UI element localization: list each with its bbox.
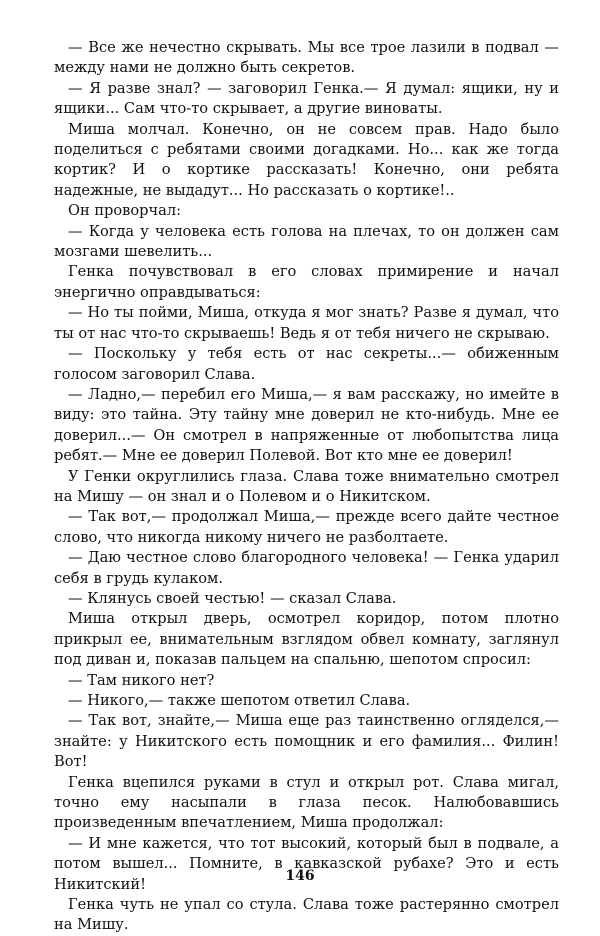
paragraph: — Клянусь своей честью! — сказал Слава. [68, 589, 397, 607]
paragraph: — Но ты пойми, Миша, откуда я мог знать? Разве я думал, что ты от нас что-то скрываешь! Ведь я от тебя ничего не скрываю. [54, 304, 559, 342]
paragraph: Миша молчал. Конечно, он не совсем прав. Надо было поделиться с ребятами своими догадками. Но... как же тогда кортик? И о кортике рассказать! Конечно, они ребята надежные, не выдадут... Но рассказать о кортике!.. [54, 120, 559, 199]
paragraph: — Ладно,— перебил его Миша,— я вам расскажу, но имейте в виду: это тайна. Эту тайну мне доверил не кто-нибудь. Мне ее доверил...— Он смотрел в напряженные от любопытства лица ребят.— Мне ее доверил Полевой. Вот кто мне ее доверил! [54, 385, 559, 465]
paragraph: Генка вцепился руками в стул и открыл рот. Слава мигал, точно ему насыпали в глаза песок. Налюбовавшись произведенным впечатлением, Миша продолжал: [54, 773, 559, 832]
paragraph: — Поскольку у тебя есть от нас секреты...— обиженным голосом заговорил Слава. [54, 345, 559, 383]
paragraph: Миша открыл дверь, осмотрел коридор, потом плотно прикрыл ее, внимательным взглядом обвел комнату, заглянул под диван и, показав пальцем на спальню, шепотом спросил: [54, 610, 559, 669]
paragraph: — И мне кажется, что тот высокий, который был в подвале, а потом вышел... Помните, в кавказской рубахе? Это и есть Никитский! [54, 834, 559, 893]
paragraph: — Когда у человека есть голова на плечах, то он должен сам мозгами шевелить... [54, 222, 559, 261]
paragraph: — Все же нечестно скрывать. Мы все трое лазили в подвал — между нами не должно быть секретов. [54, 39, 559, 77]
page-text [54, 38, 559, 936]
paragraph: — Там никого нет? [68, 671, 215, 689]
paragraph: — Так вот,— продолжал Миша,— прежде всего дайте честное слово, что никогда никому ничего не разболтаете. [54, 508, 559, 546]
paragraph: Он проворчал: [68, 202, 182, 220]
paragraph: Генка почувствовал в его словах примирение и начал энергично оправдываться: [54, 263, 559, 301]
page-number: 146 [285, 868, 315, 884]
paragraph: У Генки округлились глаза. Слава тоже внимательно смотрел на Мишу — он знал и о Полевом и о Никитском. [54, 467, 559, 505]
paragraph: — Даю честное слово благородного человека! — Генка ударил себя в грудь кулаком. [54, 549, 559, 587]
paragraph: — Никого,— также шепотом ответил Слава. [68, 692, 411, 709]
paragraph: — Так вот, знайте,— Миша еще раз таинственно огляделся,— знайте: у Никитского есть помощник и его фамилия... Филин! Вот! [54, 712, 559, 771]
paragraph: — Я разве знал? — заговорил Генка.— Я думал: ящики, ну и ящики... Сам что-то скрывает, а другие виноваты. [54, 79, 559, 118]
paragraph: Генка чуть не упал со стула. Слава тоже растерянно смотрел на Мишу. [54, 896, 559, 934]
